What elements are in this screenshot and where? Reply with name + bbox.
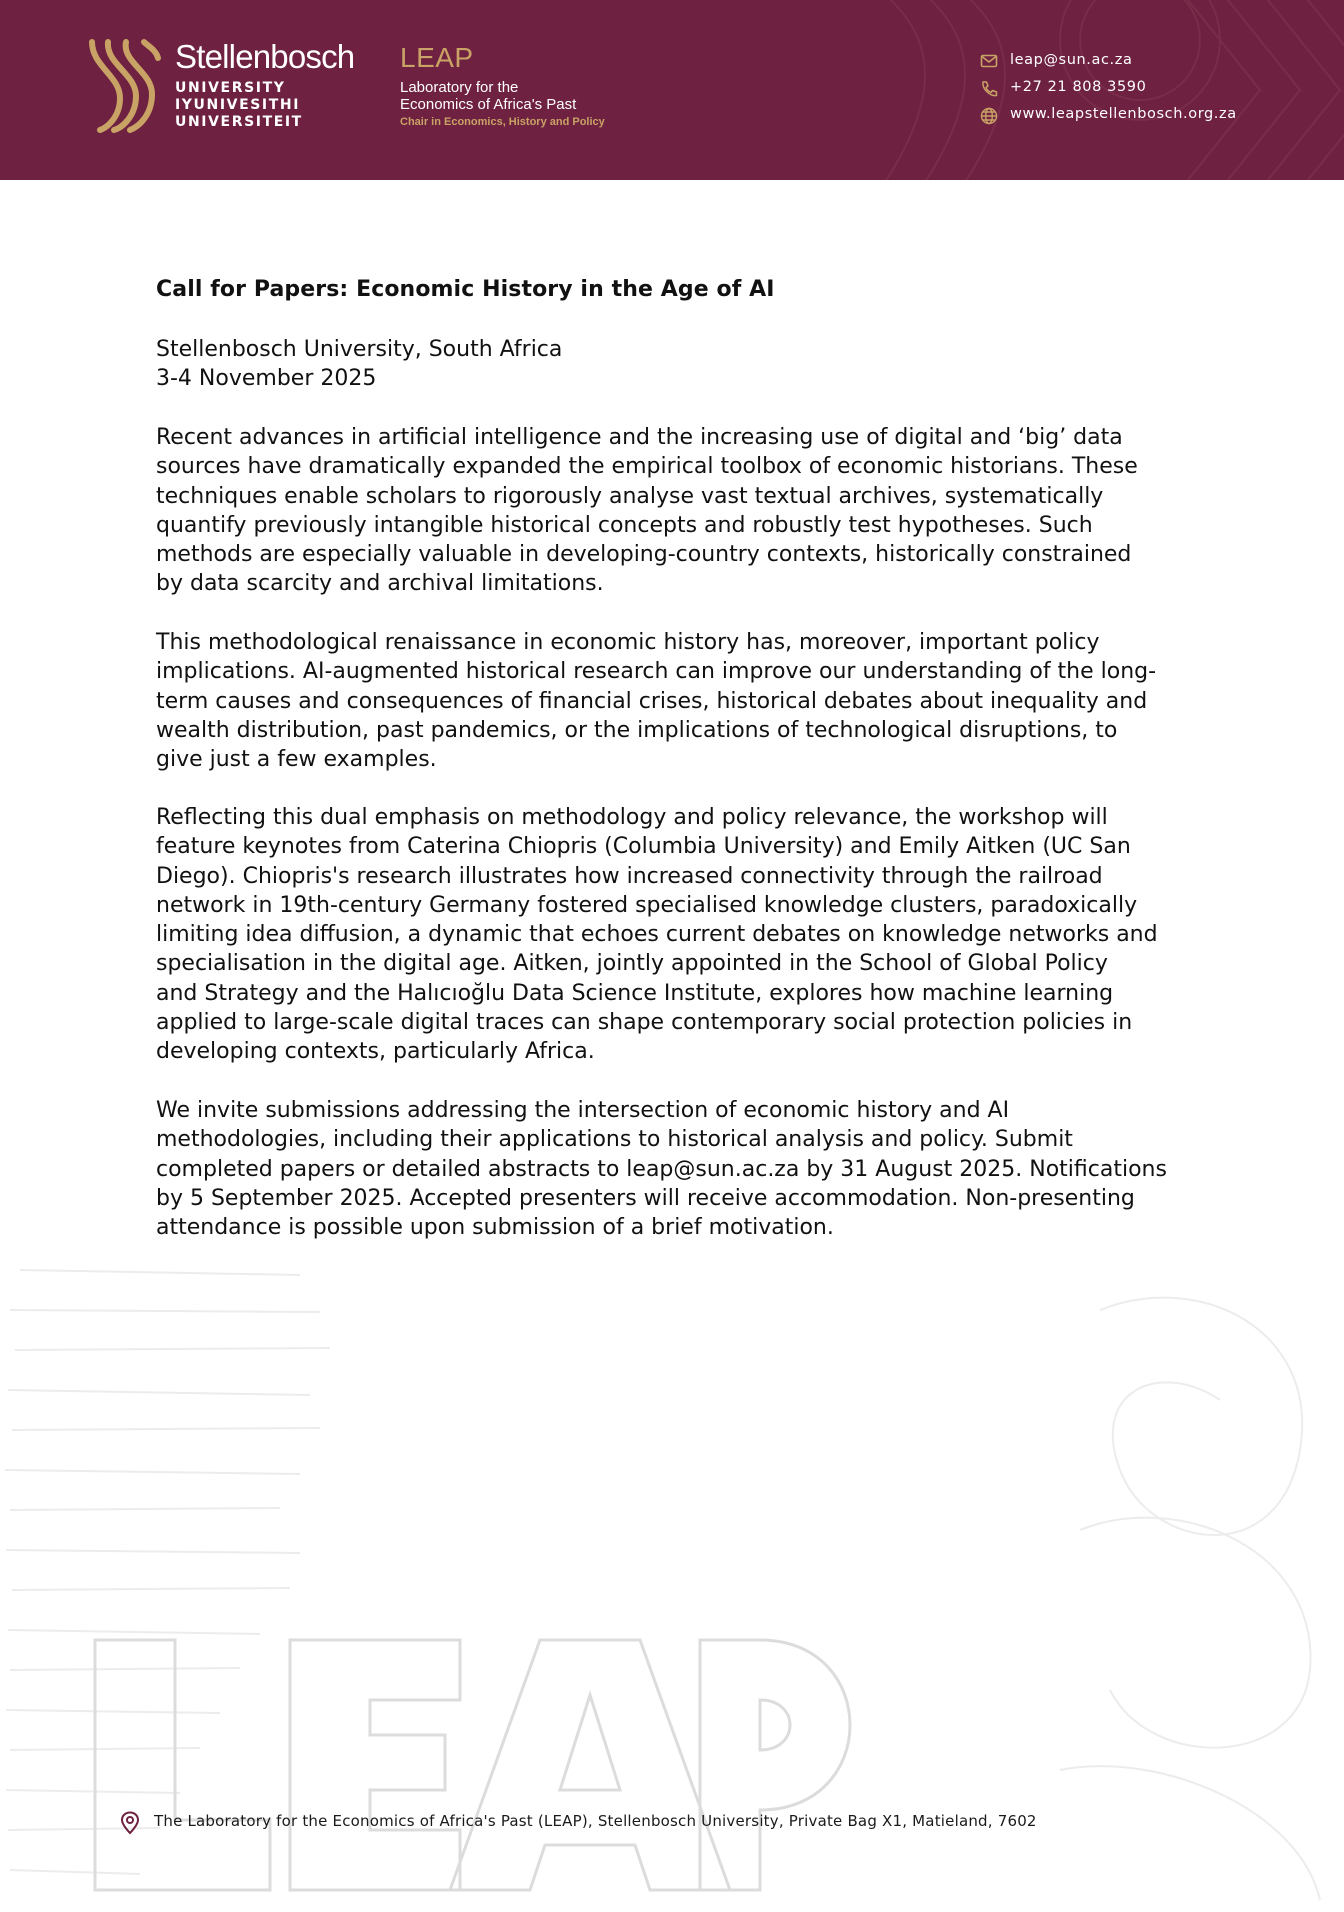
footer-address	[120, 1811, 1037, 1835]
paragraph-line: sources have dramatically expanded the empirical toolbox of economic historians. These	[156, 454, 1138, 480]
university-line-xhosa: IYUNIVESITHI	[175, 97, 301, 113]
paragraph-line: feature keynotes from Caterina Chiopris (Columbia University) and Emily Aitken (UC San	[156, 834, 1131, 860]
stellenbosch-crest-icon	[86, 36, 162, 136]
paragraph-line: methods are especially valuable in developing-country contexts, historically constrained	[156, 542, 1132, 568]
letterhead-banner	[0, 0, 1344, 180]
event-dates: 3-4 November 2025	[156, 366, 377, 391]
paragraph-line: This methodological renaissance in economic history has, moreover, important policy	[156, 630, 1100, 655]
paragraph-line: Recent advances in artificial intelligence and the increasing use of digital and ‘big’ data	[156, 425, 1123, 450]
paragraph-line: implications. AI-augmented historical research can improve our understanding of the long-	[156, 659, 1157, 685]
paragraph-line: We invite submissions addressing the intersection of economic history and AI	[156, 1098, 1010, 1123]
paragraph-line: developing contexts, particularly Africa.	[156, 1039, 595, 1065]
location-pin-icon	[120, 1811, 140, 1835]
university-line-afrikaans: UNIVERSITEIT	[175, 114, 303, 130]
paragraph-line: network in 19th-century Germany fostered specialised knowledge clusters, paradoxically	[156, 892, 1138, 918]
paragraph-line: by 5 September 2025. Accepted presenters will receive accommodation. Non-presenting	[156, 1185, 1135, 1211]
paragraph-line: limiting idea diffusion, a dynamic that echoes current debates on knowledge networks and	[156, 922, 1158, 948]
contact-website-text: www.leapstellenbosch.org.za	[1010, 106, 1237, 122]
contact-email-text: leap@sun.ac.za	[1010, 52, 1133, 68]
paragraph-line: techniques enable scholars to rigorously analyse vast textual archives, systematically	[156, 483, 1104, 509]
paragraph-line: attendance is possible upon submission of a brief motivation.	[156, 1215, 834, 1241]
globe-icon	[980, 107, 998, 125]
university-name: Stellenbosch	[175, 38, 355, 75]
paragraph-line: term causes and consequences of financial crises, historical debates about inequality and	[156, 688, 1148, 714]
paragraph-line: quantify previously intangible historical concepts and robustly test hypotheses. Such	[156, 512, 1093, 538]
paragraph-line: Diego). Chiopris's research illustrates how increased connectivity through the railroad	[156, 863, 1103, 889]
university-line-english: UNIVERSITY	[175, 80, 286, 96]
paragraph-line: wealth distribution, past pandemics, or the implications of technological disruptions, to	[156, 717, 1118, 743]
leap-name-line-1: Laboratory for the	[400, 79, 519, 96]
paragraph-line: by data scarcity and archival limitations.	[156, 571, 604, 597]
paragraph-line: give just a few examples.	[156, 747, 437, 773]
footer-address-text: The Laboratory for the Economics of Africa's Past (LEAP), Stellenbosch University, Private Bag X1, Matieland, 7602	[154, 1812, 1037, 1830]
paragraph-line: specialisation in the digital age. Aitken, jointly appointed in the School of Global Policy	[156, 951, 1108, 977]
leap-name-line-2: Economics of Africa's Past	[400, 96, 577, 113]
leap-chair: Chair in Economics, History and Policy	[400, 116, 605, 128]
paragraph-policy	[156, 628, 1196, 774]
phone-icon	[980, 80, 998, 98]
paragraph-line: Reflecting this dual emphasis on methodology and policy relevance, the workshop will	[156, 805, 1108, 830]
document-title: Call for Papers: Economic History in the Age of AI	[156, 277, 775, 302]
leap-acronym: LEAP	[400, 42, 474, 73]
paragraph-keynotes	[156, 803, 1196, 1067]
paragraph-intro	[156, 423, 1196, 599]
paragraph-submissions	[156, 1096, 1196, 1242]
paragraph-line: completed papers or detailed abstracts to leap@sun.ac.za by 31 August 2025. Notifications	[156, 1156, 1167, 1182]
contact-phone-text: +27 21 808 3590	[1010, 79, 1147, 95]
paragraph-line: applied to large-scale digital traces can shape contemporary social protection policies in	[156, 1010, 1133, 1036]
envelope-icon	[980, 53, 998, 69]
paragraph-line: and Strategy and the Halıcıoğlu Data Science Institute, explores how machine learning	[156, 980, 1114, 1006]
event-location: Stellenbosch University, South Africa	[156, 337, 563, 362]
paragraph-line: methodologies, including their applications to historical analysis and policy. Submit	[156, 1127, 1073, 1153]
